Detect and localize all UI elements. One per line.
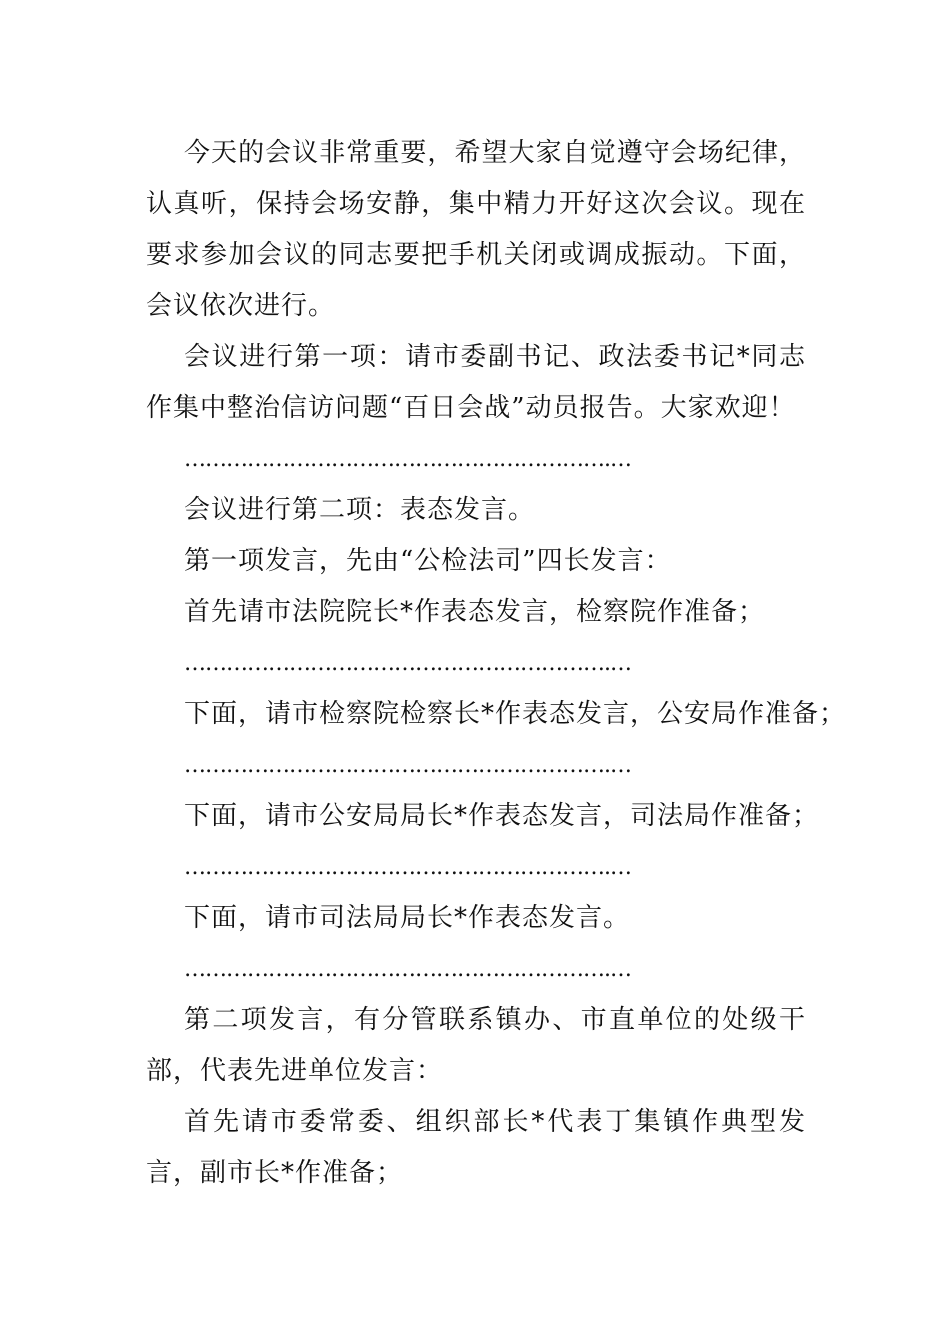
paragraph-court-speech: 首先请市法院院长*作表态发言，检察院作准备；	[184, 597, 766, 627]
paragraph-procuratorate-speech: 下面，请市检察院检察长*作表态发言，公安局作准备；	[184, 699, 847, 729]
paragraph-organization-speech: 首先请市委常委、组织部长*代表丁集镇作典型发言，副市长*作准备；	[146, 1107, 806, 1188]
paragraph-item-two: 会议进行第二项：表态发言。	[184, 495, 536, 525]
paragraph-justice-speech: 下面，请市司法局局长*作表态发言。	[184, 903, 631, 933]
paragraph-police-speech: 下面，请市公安局局长*作表态发言，司法局作准备；	[184, 801, 820, 831]
paragraph-opening: 今天的会议非常重要，希望大家自觉遵守会场纪律，认真听，保持会场安静，集中精力开好这次会议。现在要求参加会议的同志要把手机关闭或调成振动。下面，会议依次进行。	[146, 138, 806, 321]
ellipsis-line: …………………………………………………….…	[184, 753, 631, 778]
paragraph-item-one: 会议进行第一项：请市委副书记、政法委书记*同志作集中整治信访问题“百日会战”动员报告。大家欢迎！	[146, 342, 806, 423]
ellipsis-line: …………………………………………………….…	[184, 447, 631, 472]
paragraph-first-speech: 第一项发言，先由“公检法司”四长发言：	[184, 546, 672, 576]
paragraph-second-speech: 第二项发言，有分管联系镇办、市直单位的处级干部，代表先进单位发言：	[146, 1005, 806, 1086]
document-body	[146, 128, 847, 1199]
ellipsis-line: …………………………………………………….…	[184, 651, 631, 676]
ellipsis-line: …………………………………………………….…	[184, 855, 631, 880]
ellipsis-line: …………………………………………………….…	[184, 957, 631, 982]
